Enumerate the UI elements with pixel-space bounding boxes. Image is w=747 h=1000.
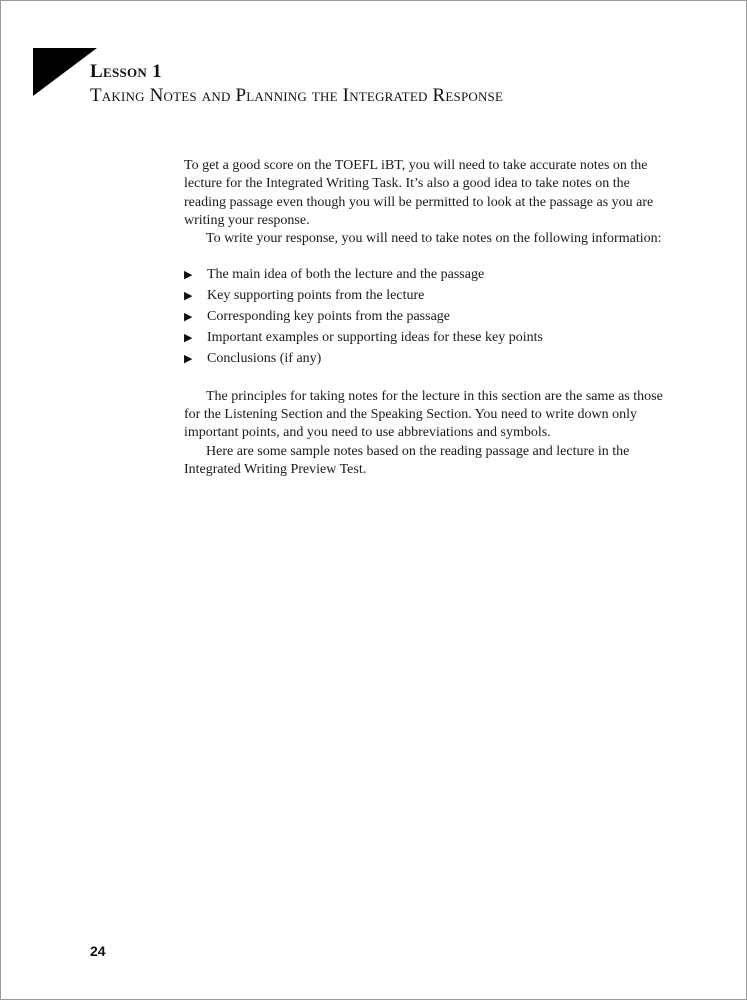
list-item: [184, 329, 674, 347]
list-item: [184, 350, 674, 368]
corner-triangle-icon: [33, 48, 97, 96]
page-number: 24: [90, 943, 106, 959]
list-item-text: Key supporting points from the lecture: [207, 288, 425, 304]
list-item: [184, 266, 674, 284]
list-item-text: The main idea of both the lecture and the passage: [207, 267, 485, 283]
list-item-text: Important examples or supporting ideas for these key points: [207, 330, 543, 346]
notes-checklist: [184, 266, 674, 368]
notes-intro-paragraph: To write your response, you will need to take notes on the following information:: [206, 231, 662, 247]
right-pointer-icon: ▶: [184, 311, 193, 324]
principles-paragraph: The principles for taking notes for the lecture in this section are the same as those for the Listening Section and the Speaking Section. You need to write down only important points, and you need to use abbreviations and symbols.: [184, 388, 663, 441]
body-text: [184, 157, 674, 479]
list-item-text: Conclusions (if any): [207, 351, 322, 367]
list-item: [184, 308, 674, 326]
list-item-text: Corresponding key points from the passage: [207, 309, 451, 325]
right-pointer-icon: ▶: [184, 353, 193, 366]
sample-notes-paragraph: Here are some sample notes based on the reading passage and lecture in the Integrated Writing Preview Test.: [184, 443, 630, 477]
lesson-title: Taking Notes and Planning the Integrated Response: [90, 85, 504, 106]
lesson-label: Lesson 1: [90, 61, 162, 82]
intro-paragraph: To get a good score on the TOEFL iBT, you will need to take accurate notes on the lecture for the Integrated Writing Task. It’s also a good idea to take notes on the reading passage even though you will be permitted to look at the passage as you are writing your response.: [184, 158, 654, 228]
right-pointer-icon: ▶: [184, 332, 193, 345]
list-item: [184, 287, 674, 305]
right-pointer-icon: ▶: [184, 269, 193, 282]
right-pointer-icon: ▶: [184, 290, 193, 303]
